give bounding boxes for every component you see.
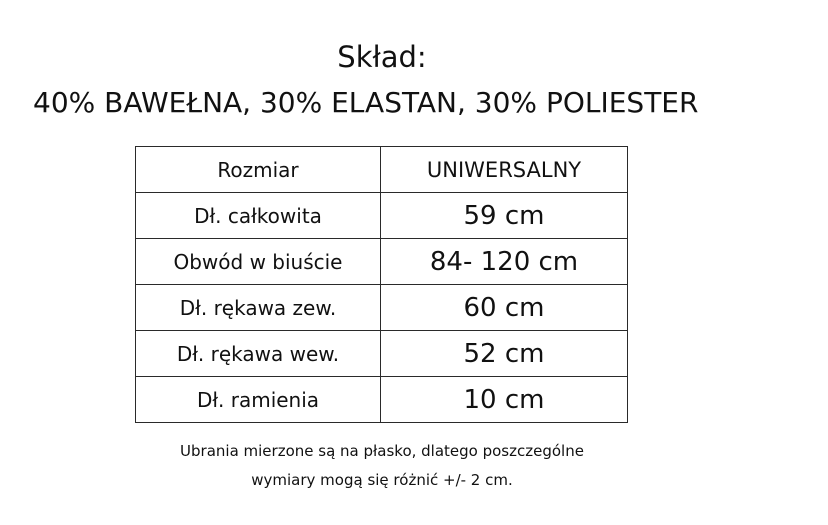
table-row: [136, 285, 628, 331]
measurement-note: Ubrania mierzone są na płasko, dlatego poszczególne: [180, 442, 584, 460]
table-row: [136, 193, 628, 239]
measurement-label: Dł. rękawa wew.: [136, 331, 381, 377]
measurement-label: Obwód w biuście: [136, 239, 381, 285]
size-header-value: UNIWERSALNY: [381, 147, 628, 193]
measurement-label: Dł. całkowita: [136, 193, 381, 239]
measurement-value: 84- 120 cm: [381, 239, 628, 285]
table-row: [136, 377, 628, 423]
measurement-value: 52 cm: [381, 331, 628, 377]
composition-value: 40% BAWEŁNA, 30% ELASTAN, 30% POLIESTER: [33, 86, 699, 119]
measurement-note: wymiary mogą się różnić +/- 2 cm.: [251, 471, 513, 489]
measurement-value: 60 cm: [381, 285, 628, 331]
table-row: [136, 331, 628, 377]
measurement-value: 10 cm: [381, 377, 628, 423]
table-header-row: [136, 147, 628, 193]
size-header-label: Rozmiar: [136, 147, 381, 193]
measurement-label: Dł. rękawa zew.: [136, 285, 381, 331]
size-table: [135, 146, 628, 423]
measurement-label: Dł. ramienia: [136, 377, 381, 423]
composition-title: Skład:: [337, 40, 427, 74]
table-row: [136, 239, 628, 285]
measurement-value: 59 cm: [381, 193, 628, 239]
